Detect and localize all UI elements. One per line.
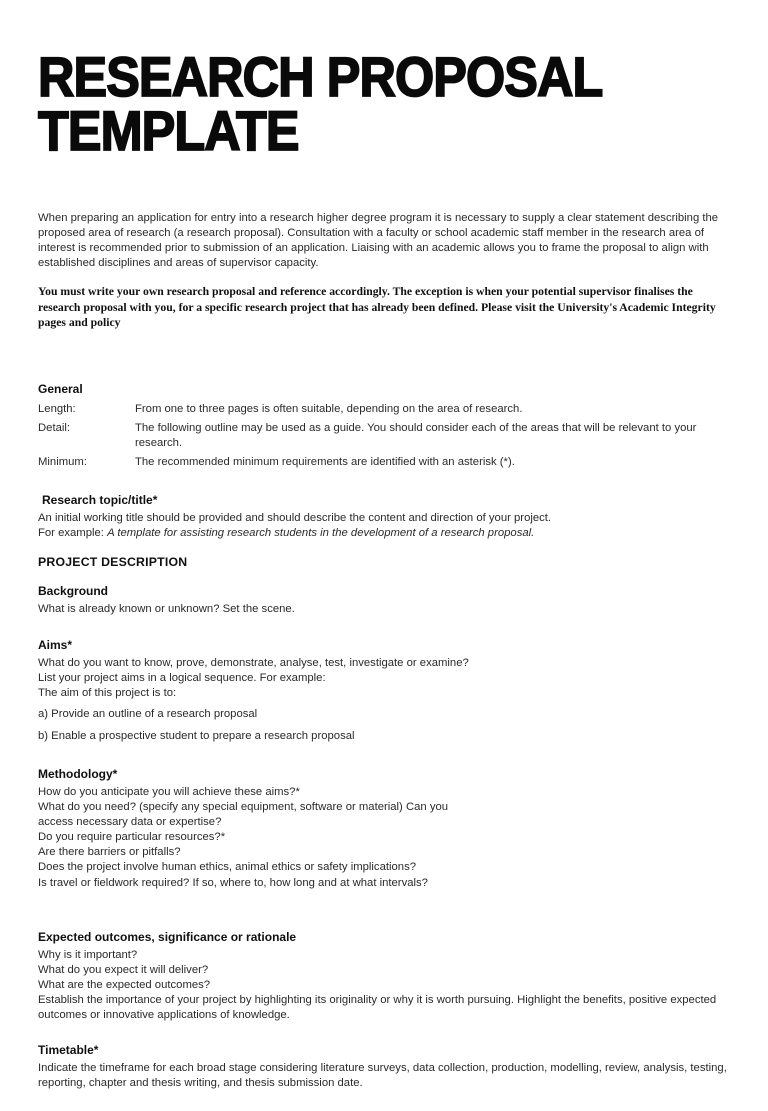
section-aims (38, 637, 732, 744)
background-heading: Background (38, 583, 109, 598)
background-line: What is already known or unknown? Set the scene. (38, 602, 295, 615)
document-title-line2: TEMPLATE (38, 99, 299, 163)
general-row-value: The recommended minimum requirements are identified with an asterisk (*). (135, 456, 515, 469)
timetable-line: Indicate the timeframe for each broad stage considering literature surveys, data collection, production, modelling, review, analysis, testing, reporting, chapter and thesis writing, and thesis submission date. (38, 1061, 727, 1089)
general-row-label: Minimum: (38, 456, 87, 469)
research-topic-heading: Research topic/title* (42, 492, 158, 507)
research-topic-description: An initial working title should be provided and should describe the content and direction of your project. (38, 511, 552, 524)
general-row-value: The following outline may be used as a guide. You should consider each of the areas that will be relevant to your research. (135, 422, 697, 450)
methodology-line: Do you require particular resources?* (38, 831, 226, 844)
general-table (38, 402, 732, 471)
methodology-line: Is travel or fieldwork required? If so, where to, how long and at what intervals? (38, 876, 428, 889)
academic-integrity-notice: You must write your own research proposal and reference accordingly. The exception is when your potential supervisor finalises the research proposal with you, for a specific research project that has already been defined. Please visit the University's Academic Integrity pages and policy (38, 285, 716, 330)
methodology-line: What do you need? (specify any special equipment, software or material) Can you access necessary data or expertise? (38, 800, 449, 829)
intro-paragraph: When preparing an application for entry into a research higher degree program it is necessary to supply a clear statement describing the proposed area of research (a research proposal). Consultation with a faculty or school academic staff member in the research area of interest is recommended prior to submission of an application. Liaising with an academic allows you to frame the proposal to align with established disciplines and areas of supervisor capacity. (38, 211, 719, 269)
expected-outcomes-line: What do you expect it will deliver? (38, 964, 209, 977)
timetable-heading: Timetable* (38, 1042, 99, 1057)
example-prefix: For example: (38, 526, 108, 539)
general-heading: General (38, 381, 83, 396)
general-row-value: From one to three pages is often suitable, depending on the area of research. (135, 403, 523, 415)
section-expected-outcomes (38, 929, 732, 1024)
methodology-line: Are there barriers or pitfalls? (38, 846, 181, 859)
methodology-line: How do you anticipate you will achieve these aims?* (38, 785, 300, 798)
general-section (38, 381, 732, 471)
methodology-heading: Methodology* (38, 766, 118, 781)
section-timetable (38, 1042, 732, 1091)
expected-outcomes-line: Establish the importance of your project by highlighting its originality or why it is worth pursuing. Highlight the benefits, positive expected outcomes or innovative applications of knowledge. (38, 994, 717, 1022)
aims-item-b: b) Enable a prospective student to prepare a research proposal (38, 729, 355, 742)
general-row-label: Detail: (38, 422, 71, 435)
document-title-line1: RESEARCH PROPOSAL (38, 45, 603, 108)
document-title (38, 45, 663, 163)
aims-line: The aim of this project is to: (38, 687, 177, 700)
research-topic-section (38, 492, 732, 541)
expected-outcomes-line: What are the expected outcomes? (38, 979, 211, 992)
expected-outcomes-heading: Expected outcomes, significance or rationale (38, 929, 297, 944)
example-italic-text: A template for assisting research students in the development of a research proposal. (107, 526, 535, 539)
section-methodology (38, 766, 732, 891)
section-background (38, 583, 732, 617)
research-topic-example (38, 526, 732, 541)
general-row-label: Length: (38, 403, 76, 415)
expected-outcomes-line: Why is it important? (38, 948, 138, 961)
aims-line: What do you want to know, prove, demonstrate, analyse, test, investigate or examine? List your project aims in a logical sequence. For example: (38, 657, 469, 685)
project-description-heading: PROJECT DESCRIPTION (38, 554, 188, 569)
methodology-line: Does the project involve human ethics, animal ethics or safety implications? (38, 861, 416, 874)
aims-heading: Aims* (38, 637, 73, 652)
aims-item-a: a) Provide an outline of a research proposal (38, 708, 258, 721)
